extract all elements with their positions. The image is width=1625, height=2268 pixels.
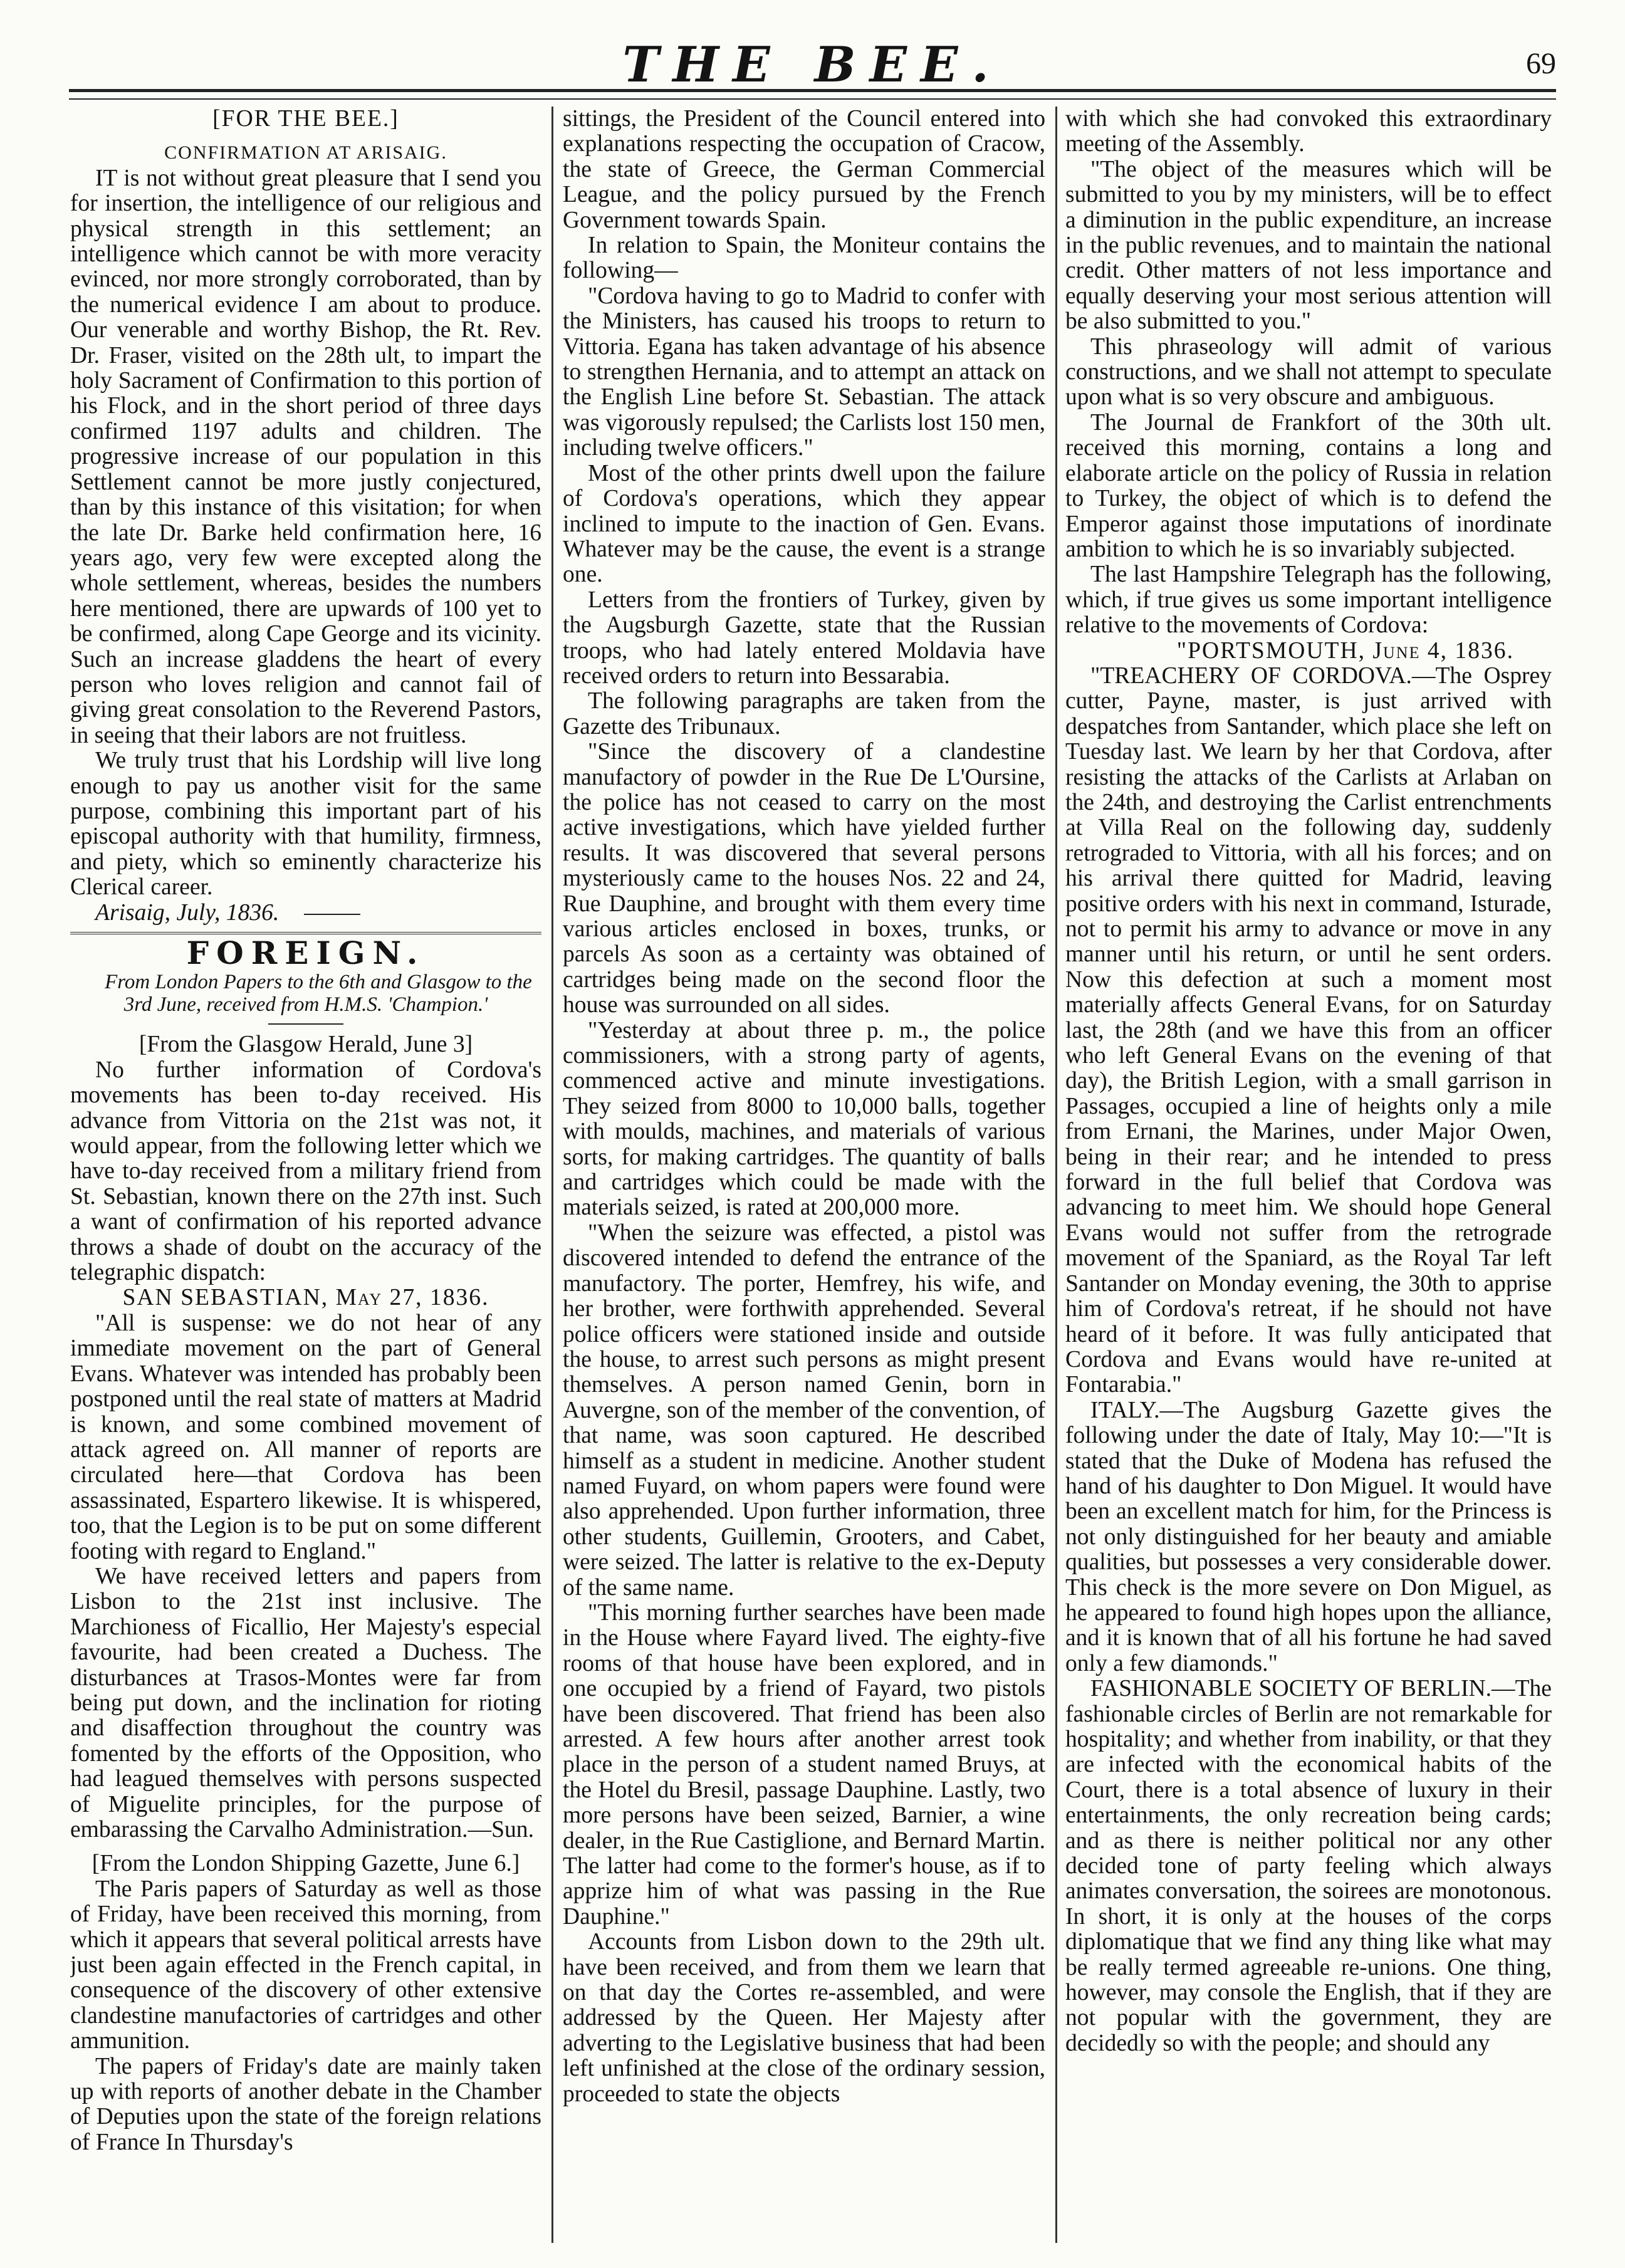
article-paragraph: ITALY.—The Augsburg Gazette gives the following under the date of Italy, May 10:—"It is stated that the Duke of Modena has refused the hand of his daughter to Don Miguel. It would have been an excellent match for him, for the Princess is not only distinguished for her beauty and amiable qualities, but possesses a very considerable dower. This check is the more severe on Don Miguel, as he appeared to found high hopes upon the alliance, and it is known that of all his fortune he had saved only a few diamonds."	[1065, 1397, 1552, 1676]
for-bee-label: [FOR THE BEE.]	[212, 107, 399, 132]
column-2	[563, 107, 1045, 2230]
newspaper-title: THE BEE.	[622, 36, 1003, 93]
article-paragraph: IT is not without great pleasure that I send you for insertion, the intelligence of our religious and physical strength in this settlement; an intelligence which cannot be with more veracity evinced, nor more strongly corroborated, than by the numerical evidence I am about to produce. Our venerable and worthy Bishop, the Rt. Rev. Dr. Fraser, visited on the 28th ult, to impart the holy Sacrament of Confirmation to this portion of his Flock, and in the short period of three days confirmed 1197 adults and children. The progressive increase of our population in this Settlement cannot be more justly conjectured, than by this instance of this visitation; for when the late Dr. Barke held confirmation here, 16 years ago, very few were excepted along the whole settlement, whereas, besides the numbers here mentioned, there are upwards of 100 yet to be confirmed, along Cape George and its vicinity. Such an increase gladdens the heart of every person who loves religion and cannot fail of giving great consolation to the Reverend Pastors, in seeing that their labors are not fruitless.	[70, 165, 541, 748]
article-heading: CONFIRMATION AT ARISAIG.	[164, 142, 447, 164]
column-divider	[551, 107, 553, 2243]
column-1	[70, 107, 541, 2230]
article-signoff: Arisaig, July, 1836.	[70, 901, 541, 926]
source-line: [From the London Shipping Gazette, June 6.]	[91, 1851, 520, 1877]
article-paragraph: The following paragraphs are taken from the Gazette des Tribunaux.	[563, 688, 1045, 739]
article-paragraph: This phraseology will admit of various constructions, and we shall not attempt to speculate upon what is so very obscure and ambiguous.	[1065, 333, 1552, 410]
page-number: 69	[1526, 47, 1556, 80]
article-paragraph: "The object of the measures which will be submitted to you by my ministers, will be to effect a diminution in the public expenditure, an increase in the public revenues, and to maintain the national credit. Other matters of not less importance and equally deserving your most serious attention will be also submitted to you."	[1065, 156, 1552, 335]
article-paragraph: "When the seizure was effected, a pistol was discovered intended to defend the entrance of the manufactory. The porter, Hemfrey, his wife, and her brother, were forthwith apprehended. Several police officers were stationed inside and outside the house, to arrest such persons as might present themselves. A person named Genin, born in Auvergne, son of the member of the convention, of that name, was soon captured. He described himself as a student in medicine. Another student named Fuyard, on whom papers were found were also apprehended. Upon further information, three other students, Guillemin, Grooters, and Cabet, were seized. The latter is relative to the ex-Deputy of the same name.	[563, 1220, 1045, 1601]
article-paragraph: sittings, the President of the Council entered into explanations respecting the occupation of Cracow, the state of Greece, the German Commercial League, and the policy pursued by the French Government towards Spain.	[563, 107, 1045, 233]
dateline: "PORTSMOUTH, June 4, 1836.	[1176, 637, 1514, 664]
section-heading-foreign: FOREIGN.	[70, 932, 541, 966]
article-paragraph: Most of the other prints dwell upon the failure of Cordova's operations, which they appear inclined to impute to the inaction of Gen. Evans. Whatever may be the cause, the event is a strange one.	[563, 460, 1045, 588]
article-paragraph: We have received letters and papers from Lisbon to the 21st inst inclusive. The Marchioness of Ficallio, Her Majesty's especial favourite, had been created a Duchess. The disturbances at Trasos-Montes were far from being put down, and the inclination for rioting and disaffection throughout the country was fomented by the efforts of the Opposition, who had leagued themselves with persons suspected of Miguelite principles, for the purpose of embarassing the Carvalho Administration.—Sun.	[70, 1563, 541, 1842]
article-paragraph: The papers of Friday's date are mainly taken up with reports of another debate in the Chamber of Deputies upon the state of the foreign relations of France In Thursday's	[70, 2053, 541, 2155]
article-paragraph: The Paris papers of Saturday as well as those of Friday, have been received this morning, from which it appears that several political arrests have just been again effected in the French capital, in consequence of the discovery of other extensive clandestine manufactories of cartridges and other ammunition.	[70, 1876, 541, 2054]
article-paragraph: "Yesterday at about three p. m., the police commissioners, with a strong party of agents, commenced active and minute investigations. They seized from 8000 to 10,000 balls, together with moulds, machines, and materials of various sorts, for making cartridges. The quantity of balls and cartridges which could be made with the materials seized, is rated at 200,000 more.	[563, 1017, 1045, 1221]
masthead-rule	[69, 89, 1556, 100]
article-paragraph: Accounts from Lisbon down to the 29th ult. have been received, and from them we learn that on that day the Cortes re-assembled, and were addressed by the Queen. Her Majesty after adverting to the Legislative business that had been left unfinished at the close of the ordinary session, proceeded to state the objects	[563, 1929, 1045, 2107]
article-paragraph: "All is suspense: we do not hear of any immediate movement on the part of General Evans. Whatever was intended has probably been postponed until the real state of matters at Madrid is known, and some combined movement of attack agreed on. All manner of reports are circulated here—that Cordova has been assassinated, Espartero likewise. It is whispered, too, that the Legion is to be put on some different footing with regard to England."	[70, 1310, 541, 1564]
article-paragraph: "Cordova having to go to Madrid to confer with the Ministers, has caused his troops to return to Vittoria. Egana has taken advantage of his absence to strengthen Hernania, and to attempt an attack on the English Line before St. Sebastian. The attack was vigorously repulsed; the Carlists lost 150 men, including twelve officers."	[563, 283, 1045, 461]
article-paragraph: The last Hampshire Telegraph has the following, which, if true gives us some important intelligence relative to the movements of Cordova:	[1065, 562, 1552, 639]
article-paragraph: "This morning further searches have been made in the House where Fayard lived. The eighty-five rooms of that house have been explored, and in one occupied by a friend of Fayard, two pistols have been discovered. That friend has been also arrested. A few hours after another arrest took place in the person of a student named Bruys, at the Hotel du Bresil, passage Dauphine. Lastly, two more persons have been seized, Barnier, a wine dealer, in the Rue Castiglione, and Bernard Martin. The latter had come to the former's house, as if to apprize him of what was passing in the Rue Dauphine."	[563, 1599, 1045, 1930]
article-paragraph: with which she had convoked this extraordinary meeting of the Assembly.	[1065, 107, 1552, 157]
article-paragraph: The Journal de Frankfort of the 30th ult. received this morning, contains a long and elaborate article on the policy of Russia in relation to Turkey, the object of which is to defend the Emperor against those imputations of inordinate ambition to which he is so invariably subjected.	[1065, 409, 1552, 562]
article-paragraph: In relation to Spain, the Moniteur contains the following—	[563, 233, 1045, 284]
article-paragraph: "Since the discovery of a clandestine manufactory of powder in the Rue De L'Oursine, the police has not ceased to carry on the most active investigations, which have yielded further results. It was discovered that several persons mysteriously came to the houses Nos. 22 and 24, Rue Dauphine, and brought with them every time various articles enclosed in boxes, trunks, or parcels As soon as a certainty was obtained of cartridges being made on the second floor the house was surrounded on all sides.	[563, 739, 1045, 1018]
dateline: SAN SEBASTIAN, May 27, 1836.	[122, 1285, 489, 1311]
article-paragraph: "TREACHERY OF CORDOVA.—The Osprey cutter, Payne, master, is just arrived with despatches from Santander, which place she left on Tuesday last. We learn by her that Cordova, after resisting the attacks of the Carlists at Arlaban on the 24th, and destroying the Carlist entrenchments at Villa Real on the following day, suddenly retrograded to Vittoria, with all his forces; and on his arrival there quitted for Madrid, leaving positive orders with his next in command, Isturade, not to permit his army to advance or move in any manner until his return, or until he sent orders. Now this defection at such a moment most materially affects General Evans, for on Saturday last, the 28th (and we have this from an officer who left General Evans on the evening of that day), the British Legion, with a small garrison in Passages, occupied a line of heights only a mile from Ernani, the Marines, under Major Owen, being in their rear; and he intended to press forward in the full belief that Cordova was advancing to meet him. We should hope General Evans would not suffer from the retrograde movement of the Spaniard, as the Royal Tar left Santander on Monday evening, the 30th to apprise him of Cordova's retreat, if he should not have heard of it before. It was fully anticipated that Cordova and Evans would have re-united at Fontarabia."	[1065, 662, 1552, 1398]
source-line: [From the Glasgow Herald, June 3]	[138, 1032, 473, 1058]
article-paragraph: FASHIONABLE SOCIETY OF BERLIN.—The fashionable circles of Berlin are not remarkable for hospitality; and whether from inability, or that they are infected with the economical habits of the Court, there is a total absence of luxury in their entertainments, the only recreation being cards; and as there is neither political nor any other decided tone of party feeling which always animates conversation, the soirees are monotonous. In short, it is only at the houses of the corps diplomatique that we find any thing like what may be really termed agreeable re-unions. One thing, however, may console the English, that if they are not popular with the government, they are decidedly so with the people; and should any	[1065, 1676, 1552, 2056]
column-3	[1065, 107, 1552, 2230]
section-subheading: From London Papers to the 6th and Glasgow to the 3rd June, received from H.M.S. 'Champion.'	[105, 971, 532, 1016]
article-paragraph: We truly trust that his Lordship will live long enough to pay us another visit for the same purpose, combining this important part of his episcopal authority with that humility, firmness, and piety, which so eminently characterize his Clerical career.	[70, 748, 541, 901]
article-paragraph: No further information of Cordova's movements has been to-day received. His advance from Vittoria on the 21st was not, it would appear, from the following letter which we have to-day received from a military friend from St. Sebastian, known there on the 27th inst. Such a want of confirmation of his reported advance throws a shade of doubt on the accuracy of the telegraphic dispatch:	[70, 1057, 541, 1286]
article-paragraph: Letters from the frontiers of Turkey, given by the Augsburgh Gazette, state that the Russian troops, who had lately entered Moldavia have received orders to return into Bessarabia.	[563, 587, 1045, 689]
column-divider	[1055, 107, 1057, 2243]
